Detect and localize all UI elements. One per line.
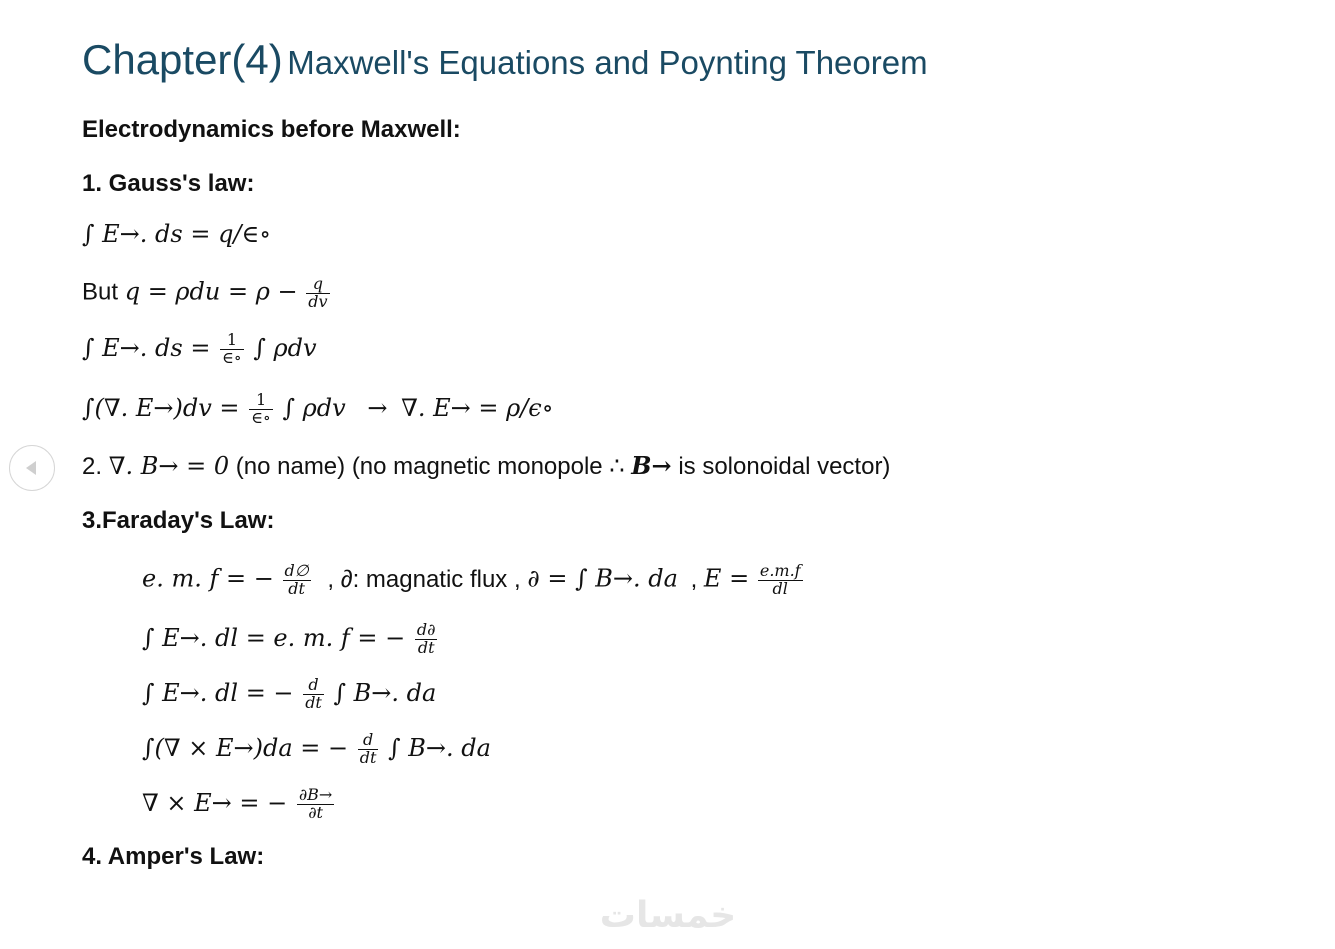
- chapter-subtitle: Maxwell's Equations and Poynting Theorem: [287, 44, 928, 81]
- separator-comma: ,: [690, 565, 698, 593]
- fraction-numerator: 1: [220, 332, 244, 350]
- page-title: [82, 36, 928, 84]
- gauss-equation-4: [82, 392, 554, 427]
- fraction-partial-b-partial-t: [297, 787, 334, 822]
- fraction-denominator: ∈∘: [222, 347, 242, 367]
- item-number: 2.: [82, 453, 103, 480]
- logo-text: خمسات: [599, 894, 737, 935]
- faraday-equation-2: [142, 622, 439, 657]
- fraction-denominator: ∂t: [308, 802, 323, 822]
- implies-arrow: →: [367, 393, 388, 422]
- faraday-equation-4: [142, 732, 491, 767]
- ampere-law-heading: 4. Amper's Law:: [82, 843, 265, 870]
- equation-left: ∫(∇. E→)dv =: [82, 393, 240, 422]
- fraction-numerator: 1: [249, 392, 273, 410]
- equation-right: ∫ ρdv: [253, 333, 317, 362]
- faraday-equation-1: [142, 563, 805, 598]
- fraction-denominator: ∈∘: [251, 407, 271, 427]
- divergence-b-equation: ∇. B→ = 0: [108, 452, 230, 480]
- equation-left: ∫ E→. dl = −: [142, 678, 294, 707]
- no-name-law: [82, 451, 891, 480]
- fraction-numerator: ∂B→: [298, 785, 333, 804]
- fraction-q-dv: [306, 276, 329, 311]
- fraction-denominator: dt: [305, 692, 322, 712]
- fraction-numerator: e.m.f: [759, 561, 801, 580]
- fraction-numerator: q: [306, 276, 329, 294]
- equation-right: ∫ ρdv: [282, 393, 346, 422]
- solenoidal-text: is solonoidal vector): [678, 453, 891, 480]
- e-field-definition: E =: [703, 564, 750, 593]
- fraction-1-epsilon: [249, 392, 273, 427]
- fraction-numerator: d∂: [416, 620, 436, 639]
- but-label: But: [82, 278, 119, 306]
- watermark-logo: [586, 893, 750, 937]
- fraction-d-dt: [358, 732, 379, 767]
- equation-right: ∫ B→. da: [388, 733, 491, 762]
- equation-right: ∫ B→. da: [333, 678, 437, 707]
- charge-expression: q = ρdu = ρ −: [124, 277, 298, 306]
- fraction-denominator: dt: [288, 578, 305, 598]
- fraction-dpartial-dt: [415, 622, 438, 657]
- divergence-result: ∇. E→ = ρ/ϵ∘: [401, 393, 554, 422]
- fraction-numerator: d: [303, 677, 324, 695]
- equation-left: ∫(∇ × E→)da = −: [142, 733, 349, 762]
- fraction-dphi-dt: [283, 563, 311, 598]
- gauss-equation-2: [82, 276, 332, 311]
- fraction-denominator: dv: [308, 291, 328, 311]
- equation-left: ∫ E→. dl = e. m. f = −: [142, 623, 406, 652]
- faraday-equation-3: [142, 677, 436, 712]
- fraction-1-epsilon: [220, 332, 244, 367]
- fraction-denominator: dt: [417, 637, 435, 657]
- no-monopole-text: (no name) (no magnetic monopole ∴: [235, 453, 625, 480]
- curl-e-equation: ∇ × E→ = −: [142, 788, 288, 817]
- fraction-numerator: d∅: [284, 561, 309, 580]
- faraday-law-heading: 3.Faraday's Law:: [82, 507, 275, 534]
- fraction-numerator: d: [358, 732, 379, 750]
- fraction-denominator: dt: [359, 747, 377, 767]
- gauss-equation-1: ∫ E→. ds = q/∈∘: [82, 220, 272, 248]
- flux-integral: ∂ = ∫ B→. da: [527, 564, 678, 593]
- faraday-equation-5: [142, 787, 336, 822]
- fraction-emf-dl: [758, 563, 803, 598]
- flux-note: , ∂: magnatic flux ,: [327, 565, 521, 593]
- chevron-left-icon: [22, 458, 42, 478]
- gauss-equation-3: [82, 332, 317, 367]
- previous-page-button[interactable]: [9, 445, 55, 491]
- section-heading-electrodynamics: Electrodynamics before Maxwell:: [82, 116, 461, 143]
- emf-definition: e. m. f = −: [142, 564, 274, 593]
- chapter-label: Chapter(4): [82, 36, 283, 83]
- fraction-denominator: dl: [772, 578, 788, 598]
- magnetic-field-vector: B→: [631, 451, 672, 480]
- fraction-d-dt: [303, 677, 324, 712]
- equation-left: ∫ E→. ds =: [82, 333, 211, 362]
- gauss-law-heading: 1. Gauss's law:: [82, 170, 255, 197]
